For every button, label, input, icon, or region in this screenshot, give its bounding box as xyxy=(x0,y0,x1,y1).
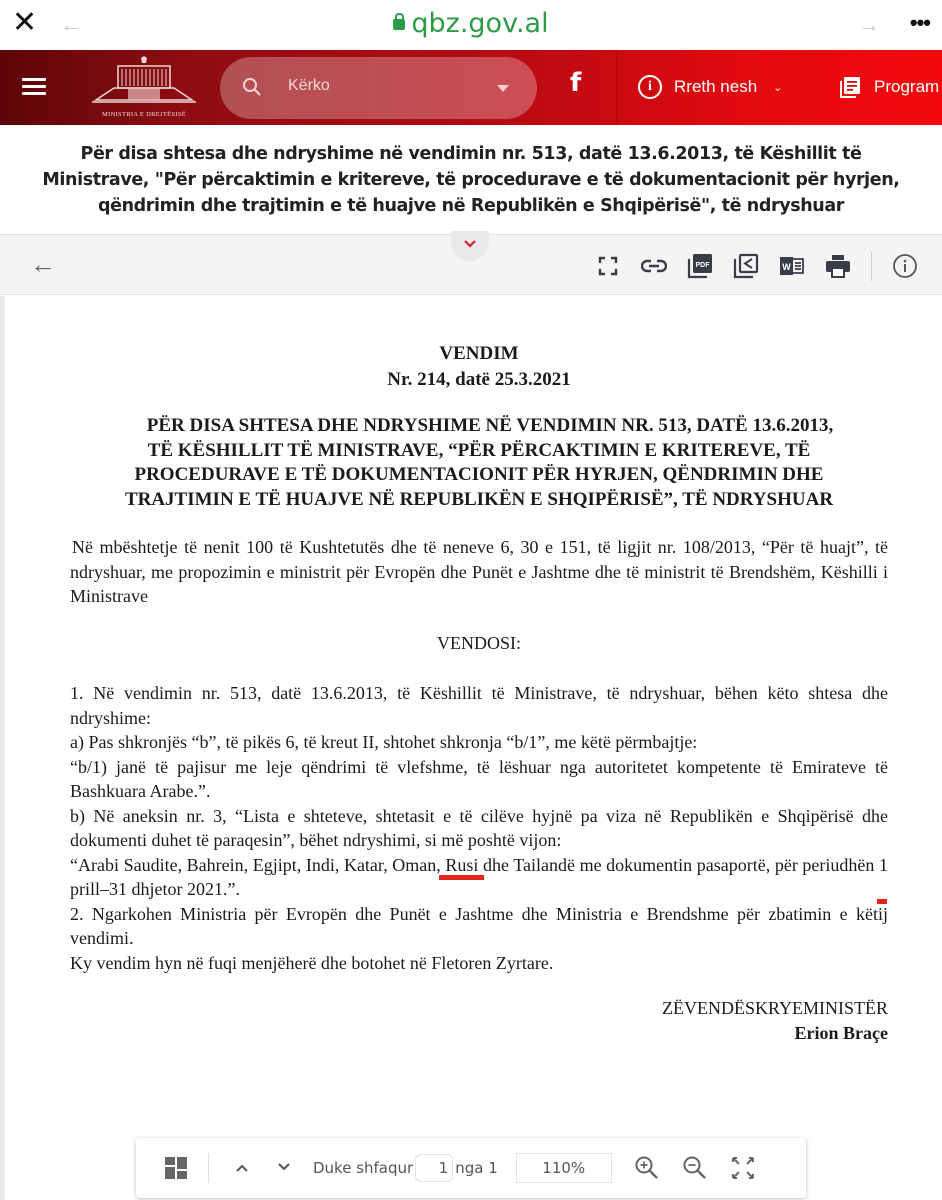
nav-about-us[interactable] xyxy=(638,75,782,99)
page-count-label: nga 1 xyxy=(455,1159,498,1177)
highlight-text: 1 prill–31 dhjetor 2021. xyxy=(70,854,888,899)
article-1: 1. Në vendimin nr. 513, datë 13.6.2013, të Këshillit të Ministrave, të ndryshuar, bëhen këto shtesa dhe ndryshime: xyxy=(70,683,888,728)
article-2: 2. Ngarkohen Ministria për Evropën dhe Punët e Jashtme dhe Ministria e Brendshme për zbatimin e këtij vendimi. xyxy=(70,903,888,948)
print-icon[interactable] xyxy=(825,253,851,279)
document-toolbar xyxy=(0,235,942,295)
toolbar-separator xyxy=(871,251,872,281)
info-icon[interactable] xyxy=(892,253,918,279)
page-number-input[interactable]: 1 xyxy=(415,1154,453,1182)
previous-page-button[interactable] xyxy=(233,1160,251,1176)
expand-icon[interactable] xyxy=(730,1155,756,1181)
quote-end: ”. xyxy=(227,879,240,899)
nav-about-label: Rreth nesh xyxy=(674,77,758,96)
building-icon xyxy=(88,56,200,108)
quote-start: “Arabi Saudite, Bahrein, Egjipt, Indi, Katar, Oman, xyxy=(70,854,446,875)
signatory-name: Erion Braçe xyxy=(794,1022,888,1043)
red-underline xyxy=(439,875,484,880)
facebook-icon[interactable]: f xyxy=(570,68,582,98)
decision-body xyxy=(70,681,888,975)
page-title: Për disa shtesa dhe ndryshime në vendimin nr. 513, datë 13.6.2013, të Këshillit të Ministrave, "Për përcaktimin e kritereve, të procedurave e të dokumentacionit për hyrjen, qëndrimin dhe trajtimin e të huajve në Republikën e Shqipërisë", të ndryshuar xyxy=(42,143,900,216)
title-line: PROCEDURAVE E TË DOKUMENTACIONIT PËR HYRJEN, QËNDRIMIN DHE xyxy=(134,464,824,485)
menu-icon[interactable] xyxy=(22,78,46,96)
fullscreen-icon[interactable] xyxy=(595,253,621,279)
signature-block xyxy=(662,996,888,1045)
link-icon[interactable] xyxy=(641,253,667,279)
title-line: TË KËSHILLIT TË MINISTRAVE, “PËR PËRCAKTIMIN E KRITEREVE, TË xyxy=(147,439,811,461)
ministry-logo[interactable] xyxy=(88,56,200,120)
lock-icon xyxy=(393,19,405,30)
collapse-title-button[interactable] xyxy=(451,231,489,261)
svg-text:PDF: PDF xyxy=(695,262,710,269)
highlighted-country xyxy=(445,855,478,875)
entry-into-force: Ky vendim hyn në fuqi menjëherë dhe botohet në Fletoren Zyrtare. xyxy=(70,952,554,973)
back-arrow-icon[interactable]: ← xyxy=(30,249,56,279)
svg-text:W: W xyxy=(782,262,791,272)
signatory-title: ZËVENDËSKRYEMINISTËR xyxy=(662,998,888,1018)
search-box[interactable] xyxy=(220,57,537,119)
article-1b-quote xyxy=(70,853,888,902)
viewer-left-edge xyxy=(0,296,5,1200)
site-header xyxy=(0,50,942,125)
address-bar[interactable] xyxy=(0,5,942,40)
search-dropdown-icon[interactable] xyxy=(497,85,509,92)
preamble xyxy=(70,535,888,609)
close-tab-button[interactable]: ✕ xyxy=(12,5,38,40)
title-line: PËR DISA SHTESA DHE NDRYSHIME NË VENDIMIN NR. 513, DATË 13.6.2013, xyxy=(146,415,834,436)
browser-forward-icon[interactable]: → xyxy=(858,12,880,37)
document-viewer[interactable] xyxy=(0,296,942,1200)
title-line: TRAJTIMIN E TË HUAJVE NË REPUBLIKËN E SHQIPËRISË”, TË NDRYSHUAR xyxy=(124,488,834,510)
showing-label: Duke shfaqur xyxy=(313,1159,414,1177)
red-underline xyxy=(877,899,887,904)
zoom-in-icon[interactable] xyxy=(634,1155,660,1181)
highlight-text: Rusi xyxy=(445,854,479,875)
chevron-up-icon xyxy=(235,1163,249,1172)
browser-back-icon[interactable]: ← xyxy=(60,12,82,37)
article-1a-quote: “b/1) janë të pajisur me leje qëndrimi të vlefshme, të lëshuar nga autoritetet kompetente të Emirateve të Bashkuara Arabe.”. xyxy=(70,756,888,801)
chevron-down-icon xyxy=(277,1163,291,1172)
header-divider xyxy=(616,50,617,125)
document-page xyxy=(70,296,888,1196)
thumbnails-icon[interactable] xyxy=(164,1156,188,1180)
nav-program[interactable] xyxy=(838,75,939,99)
search-icon xyxy=(242,77,262,97)
pager-separator xyxy=(208,1153,209,1183)
quote-mid: dhe Tailandë me dokumentin pasaportë, për periudhën xyxy=(478,854,879,875)
preamble-text: Në mbështetje të nenit 100 të Kushtetutës dhe të neneve 6, 30 e 151, të ligjit nr. 108/2013, “Për të huajt”, të ndryshuar, me propozimin e ministrit për Evropën dhe Punët e Jashtme dhe të ministrit të Brendshëm, Këshilli i Ministrave xyxy=(70,537,888,606)
document-list-icon xyxy=(838,75,862,99)
document-number: Nr. 214, datë 25.3.2021 xyxy=(387,369,571,390)
info-icon: i xyxy=(638,75,662,99)
search-placeholder: Kërko xyxy=(288,77,330,94)
decides-heading: VENDOSI: xyxy=(437,633,521,653)
document-title-band xyxy=(0,125,942,235)
article-1b: b) Në aneksin nr. 3, “Lista e shteteve, shtetasit e të cilëve hyjnë pa viza në Republikën e Shqipërisë dhe dokumenti duhet të paraqesin”, bëhet ndryshimi, si më poshtë vijon: xyxy=(70,805,888,850)
zoom-level-input[interactable]: 110% xyxy=(516,1153,612,1183)
toolbar-actions xyxy=(575,251,918,281)
more-options-button[interactable]: ••• xyxy=(909,10,930,35)
nav-program-label: Program xyxy=(874,77,940,96)
pdf-pager xyxy=(136,1138,806,1198)
word-icon[interactable] xyxy=(779,253,805,279)
document-heading: VENDIM xyxy=(439,343,519,364)
zoom-out-icon[interactable] xyxy=(682,1155,708,1181)
browser-bar xyxy=(0,0,942,50)
document-title xyxy=(70,414,888,512)
share-icon[interactable] xyxy=(733,253,759,279)
pdf-icon[interactable] xyxy=(687,253,713,279)
chevron-down-icon xyxy=(463,239,477,249)
next-page-button[interactable] xyxy=(275,1160,293,1176)
article-1a: a) Pas shkronjës “b”, të pikës 6, të kreut II, shtohet shkronja “b/1”, me këtë përmbajtje: xyxy=(70,732,698,752)
logo-caption: MINISTRIA E DREJTËSISË xyxy=(102,111,186,118)
chevron-down-icon: ⌄ xyxy=(773,81,783,94)
url-text: qbz.gov.al xyxy=(411,8,549,39)
